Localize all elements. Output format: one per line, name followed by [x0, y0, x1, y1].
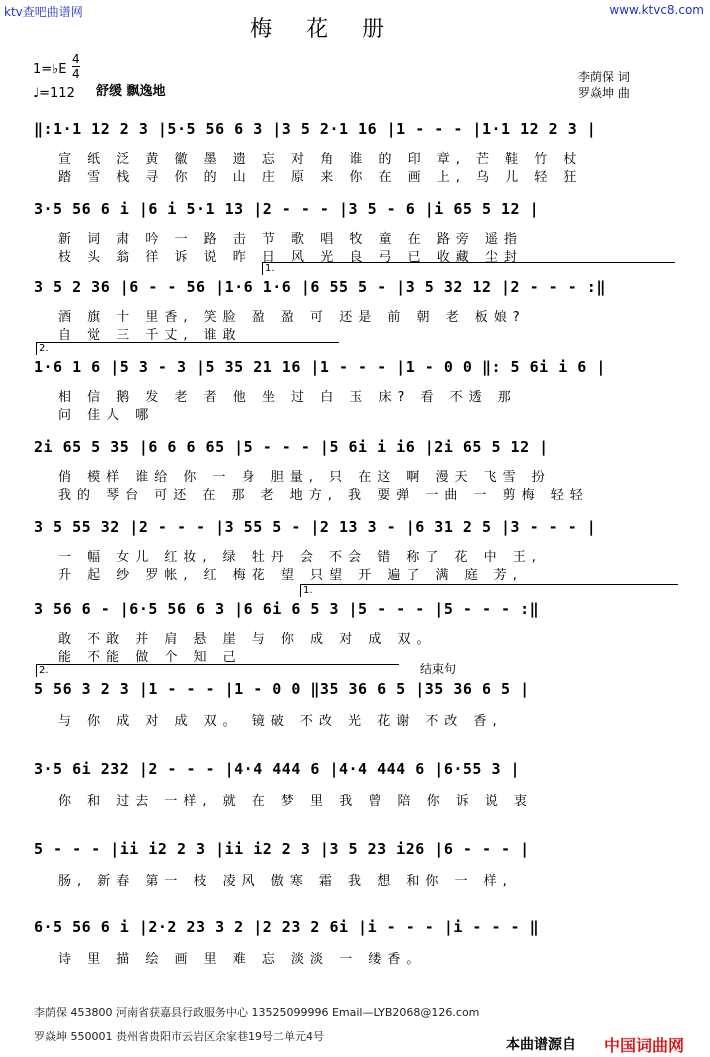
lyric-verse-1: 相 信 鹅 发 老 者 他 坐 过 白 玉 床? 看 不透 那: [58, 390, 517, 405]
lyric-verse-2: 升 起 纱 罗帐, 红 梅花 望 只望 开 遍了 满 庭 芳,: [58, 568, 523, 583]
lyric-verse-2: 踏 雪 栈 寻 你 的 山 庄 原 来 你 在 画 上, 乌 儿 轻 狂: [58, 170, 583, 185]
volta-first-ending-2: 1.: [300, 584, 678, 597]
lyric-verse-1: 宣 纸 泛 黄 徽 墨 遗 忘 对 角 谁 的 印 章, 芒 鞋 竹 杖: [58, 152, 583, 167]
notation: 3 5 2 36 |6 - - 56 |1·6 1·6 |6 55 5 - |3 5 32 12 |2 - - - :‖: [34, 278, 606, 296]
lyric-verse-1: 酒 旗 十 里香, 笑脸 盈 盈 可 还是 前 朝 老 板娘?: [58, 310, 526, 325]
notation: ‖:1·1 12 2 3 |5·5 56 6 3 |3 5 2·1 16 |1 - - - |1·1 12 2 3 |: [34, 120, 597, 138]
notation: 1·6 1 6 |5 3 - 3 |5 35 21 16 |1 - - - |1 - 0 0 ‖: 5 6i i 6 |: [34, 358, 606, 376]
volta-second-ending: 2.: [36, 342, 339, 355]
lyric-verse-1: 俏 模样 谁给 你 一 身 胆量, 只 在这 啊 漫天 飞雪 扮: [58, 470, 551, 485]
song-title: 梅花册: [250, 17, 419, 42]
lyric-verse-1: 与 你 成 对 成 双。 镜破 不改 光 花谢 不改 香,: [58, 714, 503, 729]
ending-label: 结束句: [420, 662, 457, 676]
lyric-verse-2: 我的 琴台 可还 在 那 老 地方, 我 要弹 一曲 一 剪梅 轻轻: [58, 488, 589, 503]
lyric-verse-1: 你 和 过去 一样, 就 在 梦 里 我 曾 陪 你 诉 说 衷: [58, 794, 533, 809]
lyric-verse-1: 一 幅 女儿 红妆, 绿 牡丹 会 不会 错 称了 花 中 王,: [58, 550, 542, 565]
volta-second-ending-2: 2.: [36, 664, 399, 677]
footer-composer-contact: 罗焱坤 550001 贵州省贵阳市云岩区余家巷19号二单元4号: [34, 1030, 324, 1043]
lyric-verse-1: 敢 不敢 并 肩 悬 崖 与 你 成 对 成 双。: [58, 632, 436, 647]
lyric-verse-2: 自 觉 三 千丈, 谁敢: [58, 328, 242, 343]
key-signature: 1=♭E: [33, 62, 67, 77]
notation: 3 56 6 - |6·5 56 6 3 |6 6i 6 5 3 |5 - - - |5 - - - :‖: [34, 600, 540, 618]
notation: 2i 65 5 35 |6 6 6 65 |5 - - - |5 6i i i6 |2i 65 5 12 |: [34, 438, 549, 456]
lyric-verse-1: 肠, 新春 第一 枝 凌风 傲寒 霜 我 想 和你 一 样,: [58, 874, 513, 889]
watermark-left: ktv查吧曲谱网: [4, 5, 83, 19]
volta-first-ending: 1.: [262, 262, 675, 275]
time-signature-bottom: 4: [72, 67, 80, 81]
notation: 3·5 6i 232 |2 - - - |4·4 444 6 |4·4 444 6 |6·55 3 |: [34, 760, 521, 778]
tempo-marking: ♩=112: [33, 86, 75, 101]
composer-credit: 罗焱坤 曲: [578, 86, 630, 100]
lyric-verse-2: 枝 头 翁 徉 诉 说 昨 日 风 光 良 弓 已 收藏 尘封: [58, 250, 523, 265]
notation: 5 - - - |ii i2 2 3 |ii i2 2 3 |3 5 23 i26 |6 - - - |: [34, 840, 530, 858]
source-site-link[interactable]: 中国词曲网: [604, 1036, 685, 1055]
notation: 3·5 56 6 i |6 i 5·1 13 |2 - - - |3 5 - 6 |i 65 5 12 |: [34, 200, 540, 218]
notation: 3 5 55 32 |2 - - - |3 55 5 - |2 13 3 - |6 31 2 5 |3 - - - |: [34, 518, 597, 536]
lyricist-credit: 李荫保 词: [578, 70, 630, 84]
notation: 5 56 3 2 3 |1 - - - |1 - 0 0 ‖35 36 6 5 |35 36 6 5 |: [34, 680, 530, 698]
lyric-verse-1: 新 词 肃 吟 一 路 击 节 歌 唱 牧 童 在 路旁 遥指: [58, 232, 523, 247]
watermark-right: www.ktvc8.com: [609, 3, 704, 17]
source-label: 本曲谱源自: [506, 1037, 576, 1053]
notation: 6·5 56 6 i |2·2 23 3 2 |2 23 2 6i |i - - - |i - - - ‖: [34, 918, 540, 936]
footer-lyricist-contact: 李荫保 453800 河南省获嘉县行政服务中心 13525099996 Email—LYB2068@126.com: [34, 1006, 480, 1019]
expression-marking: 舒缓 飘逸地: [96, 84, 166, 99]
lyric-verse-2: 能 不能 做 个 知 己: [58, 650, 242, 665]
lyric-verse-1: 诗 里 描 绘 画 里 难 忘 淡淡 一 缕香。: [58, 952, 426, 967]
time-signature-top: 4: [72, 52, 80, 66]
lyric-verse-2: 问 佳人 哪: [58, 408, 155, 423]
